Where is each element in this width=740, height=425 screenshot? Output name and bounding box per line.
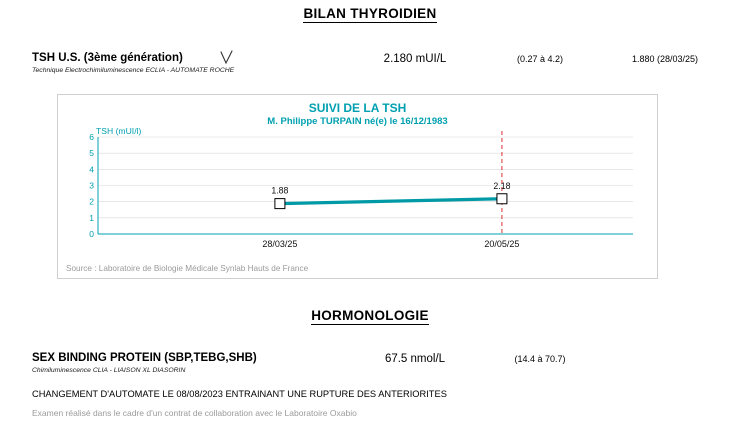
svg-text:6: 6 (89, 132, 94, 142)
analyte-result: 2.180 mUI/L (383, 53, 447, 65)
chart-plot-area (84, 131, 639, 256)
analyte-name: TSH U.S. (3ème génération) (32, 52, 183, 64)
analyte-name: SEX BINDING PROTEIN (SBP,TEBG,SHB) (32, 352, 257, 364)
analyte-previous-value: 1.880 (28/03/25) (631, 54, 699, 64)
chart-y-axis-label: TSH (mUI/l) (96, 126, 142, 136)
svg-text:2: 2 (89, 196, 94, 207)
svg-text:4: 4 (89, 164, 94, 175)
section-title-hormonologie (0, 308, 740, 323)
svg-text:1: 1 (89, 212, 94, 223)
handwritten-check-icon (219, 50, 235, 68)
svg-text:0: 0 (89, 229, 94, 239)
section-title-thyroid-text: BILAN THYROIDIEN (303, 6, 437, 21)
svg-text:3: 3 (89, 180, 94, 191)
note-automate-change: CHANGEMENT D'AUTOMATE LE 08/08/2023 ENTRAINANT UNE RUPTURE DES ANTERIORITES (32, 389, 447, 399)
svg-text:28/03/25: 28/03/25 (262, 239, 298, 249)
analyte-reference-range: (14.4 à 70.7) (514, 354, 566, 364)
svg-text:5: 5 (89, 148, 94, 159)
svg-text:20/05/25: 20/05/25 (484, 239, 520, 249)
note-collaboration: Examen réalisé dans le cadre d'un contrat de collaboration avec le Laboratoire Oxabio (32, 408, 357, 418)
tsh-trend-chart (57, 94, 658, 279)
svg-text:2.18: 2.18 (493, 180, 511, 191)
analyte-result: 67.5 nmol/L (384, 353, 446, 365)
analyte-technique: Chimiluminescence CLIA - LIAISON XL DIASORIN (32, 367, 186, 374)
analyte-reference-range: (0.27 à 4.2) (516, 54, 564, 64)
section-title-hormonologie-text: HORMONOLOGIE (311, 308, 429, 323)
svg-text:1.88: 1.88 (271, 185, 289, 196)
analyte-technique: Technique Electrochimiluminescence ECLIA - AUTOMATE ROCHE (32, 67, 235, 74)
section-title-thyroid (0, 6, 740, 21)
chart-subtitle: M. Philippe TURPAIN né(e) le 16/12/1983 (267, 116, 448, 127)
chart-source-note: Source : Laboratoire de Biologie Médicale Synlab Hauts de France (66, 264, 309, 273)
chart-title: SUIVI DE LA TSH (308, 101, 407, 115)
